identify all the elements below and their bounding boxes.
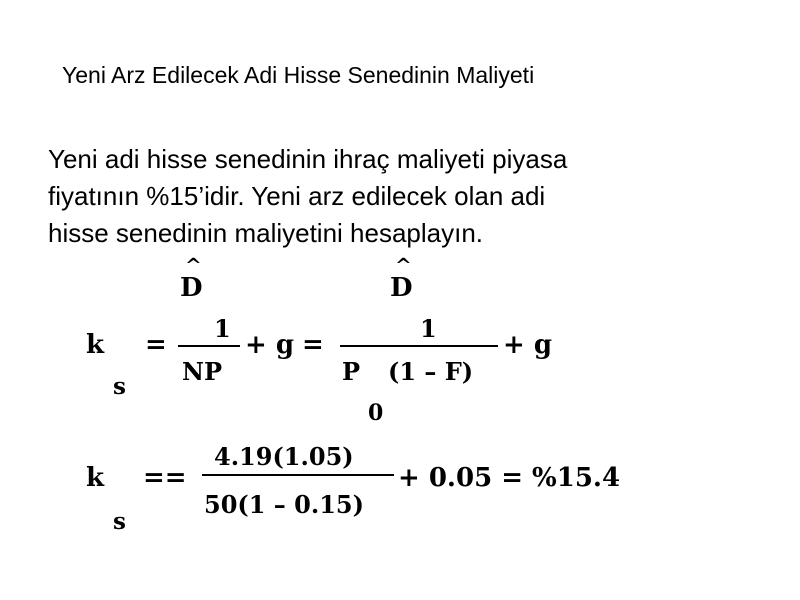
formula-2 <box>86 442 620 535</box>
price-subscript: 0 <box>368 400 384 426</box>
ks-var: k <box>86 463 105 493</box>
dividend-hat-var: D <box>390 273 413 303</box>
fraction-denominator: 50(1 – 0.15) <box>204 490 364 519</box>
fraction-denominator: NP <box>182 357 222 386</box>
problem-line-2: fiyatının %15’idir. Yeni arz edilecek olan adi <box>48 181 546 211</box>
price-var: P <box>342 357 361 386</box>
flotation-term: (1 – F) <box>388 357 474 386</box>
ks-subscript: s <box>113 373 126 400</box>
ks-subscript: s <box>113 508 126 535</box>
fraction-numerator: 4.19(1.05) <box>214 442 354 471</box>
plus-g: + g <box>503 330 553 360</box>
page-title: Yeni Arz Edilecek Adi Hisse Senedinin Maliyeti <box>62 62 535 88</box>
fraction-numerator: 1 <box>214 314 231 343</box>
problem-line-1: Yeni adi hisse senedinin ihraç maliyeti piyasa <box>48 144 568 174</box>
ks-var: k <box>86 330 105 360</box>
equals-sign: = <box>145 330 167 360</box>
fraction-numerator: 1 <box>420 314 437 343</box>
formula-1 <box>86 253 552 426</box>
equals-sign: == <box>143 463 187 493</box>
plus-g: + g <box>245 330 295 360</box>
dividend-hat-var: D <box>180 273 203 303</box>
hat-accent: ^ <box>185 253 202 277</box>
problem-line-3: hisse senedinin maliyetini hesaplayın. <box>48 218 484 248</box>
equals-sign: = <box>302 330 324 360</box>
result-expression: + 0.05 = %15.4 <box>398 463 621 493</box>
hat-accent: ^ <box>395 253 412 277</box>
